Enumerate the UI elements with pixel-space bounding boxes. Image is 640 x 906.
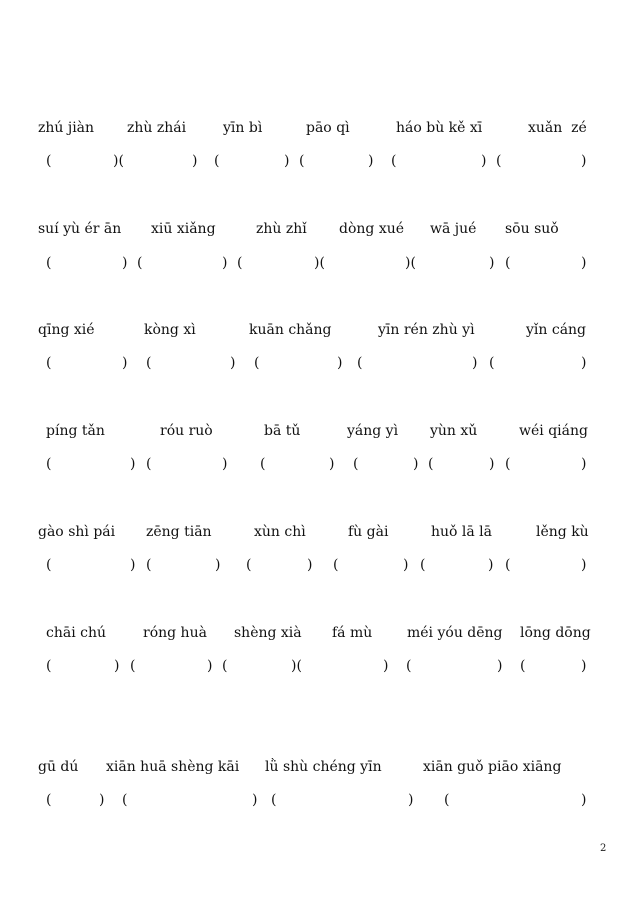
answer-bracket: )	[581, 658, 587, 674]
answer-bracket: )	[413, 456, 419, 472]
pinyin-word: pāo qì	[306, 120, 350, 136]
pinyin-word: bā tǔ	[264, 423, 301, 439]
answer-bracket: )	[368, 153, 374, 169]
answer-bracket: (	[333, 557, 339, 573]
page-number: 2	[600, 843, 607, 854]
answer-bracket: (	[520, 658, 526, 674]
answer-bracket: )	[122, 255, 128, 271]
pinyin-word: chāi chú	[46, 625, 107, 641]
pinyin-word: lěng kù	[536, 524, 589, 540]
answer-bracket: (	[353, 456, 359, 472]
pinyin-word: dòng xué	[339, 221, 405, 237]
answer-bracket: (	[237, 255, 243, 271]
answer-bracket: (	[271, 792, 277, 808]
pinyin-word: qīng xié	[38, 322, 95, 338]
answer-bracket: )	[337, 355, 343, 371]
pinyin-word: lōng dōng	[520, 625, 591, 641]
pinyin-word: zhù zhái	[127, 120, 187, 136]
answer-bracket: )	[122, 355, 128, 371]
pinyin-word: xiū xiǎng	[151, 221, 216, 237]
answer-bracket: (	[420, 557, 426, 573]
answer-bracket: )	[130, 456, 136, 472]
answer-bracket: )	[408, 792, 414, 808]
pinyin-word: xùn chì	[254, 524, 306, 540]
answer-bracket: )	[329, 456, 335, 472]
pinyin-word: yùn xǔ	[430, 423, 478, 439]
pinyin-word: kòng xì	[144, 322, 196, 338]
answer-bracket: )	[581, 153, 587, 169]
answer-bracket: (	[254, 355, 260, 371]
pinyin-word: wéi qiáng	[519, 423, 588, 439]
answer-bracket: (	[260, 456, 266, 472]
answer-bracket: )	[230, 355, 236, 371]
answer-bracket: )	[284, 153, 290, 169]
answer-bracket: (	[137, 255, 143, 271]
answer-bracket: (	[357, 355, 363, 371]
answer-bracket: (	[428, 456, 434, 472]
answer-bracket: )	[581, 557, 587, 573]
answer-bracket: )	[252, 792, 258, 808]
answer-bracket: (	[46, 658, 52, 674]
answer-bracket: )	[581, 255, 587, 271]
pinyin-word: róu ruò	[160, 423, 213, 439]
answer-bracket: )	[488, 557, 494, 573]
answer-bracket: (	[46, 255, 52, 271]
pinyin-word: gào shì pái	[38, 524, 116, 540]
answer-bracket: (	[146, 355, 152, 371]
answer-bracket: (	[146, 557, 152, 573]
answer-bracket: (	[122, 792, 128, 808]
answer-bracket: (	[130, 658, 136, 674]
answer-bracket: (	[505, 456, 511, 472]
pinyin-word: róng huà	[143, 625, 207, 641]
answer-bracket: (	[222, 658, 228, 674]
pinyin-word: zhù zhǐ	[256, 221, 307, 237]
answer-bracket: (	[46, 355, 52, 371]
pinyin-word: zēng tiān	[146, 524, 212, 540]
answer-bracket: (	[406, 658, 412, 674]
answer-bracket: (	[214, 153, 220, 169]
answer-bracket: (	[46, 153, 52, 169]
answer-bracket: )(	[113, 153, 124, 169]
pinyin-word: suí yù ér ān	[38, 221, 122, 237]
pinyin-word: fá mù	[332, 625, 373, 641]
answer-bracket: (	[444, 792, 450, 808]
answer-bracket: )	[472, 355, 478, 371]
answer-bracket: )	[481, 153, 487, 169]
answer-bracket: )	[222, 456, 228, 472]
answer-bracket: )	[222, 255, 228, 271]
pinyin-word: fù gài	[348, 524, 389, 540]
pinyin-word: yáng yì	[347, 423, 399, 439]
pinyin-word: huǒ lā lā	[431, 524, 493, 540]
answer-bracket: )	[581, 456, 587, 472]
answer-bracket: (	[505, 255, 511, 271]
pinyin-word: wā jué	[430, 221, 477, 237]
answer-bracket: )	[489, 255, 495, 271]
answer-bracket: (	[505, 557, 511, 573]
answer-bracket: )(	[314, 255, 325, 271]
answer-bracket: )	[497, 658, 503, 674]
answer-bracket: (	[299, 153, 305, 169]
pinyin-word: yǐn cáng	[526, 322, 587, 338]
pinyin-word: háo bù kě xī	[396, 120, 483, 136]
answer-bracket: (	[46, 456, 52, 472]
pinyin-word: yīn rén zhù yì	[378, 322, 475, 338]
answer-bracket: )	[215, 557, 221, 573]
answer-bracket: (	[489, 355, 495, 371]
pinyin-word: zhú jiàn	[38, 120, 95, 136]
pinyin-word: sōu suǒ	[505, 221, 559, 237]
pinyin-word: xuǎn zé	[528, 120, 587, 136]
answer-bracket: (	[146, 456, 152, 472]
answer-bracket: )	[581, 792, 587, 808]
pinyin-word: gū dú	[38, 759, 79, 775]
answer-bracket: )(	[405, 255, 416, 271]
answer-bracket: (	[46, 792, 52, 808]
answer-bracket: (	[46, 557, 52, 573]
pinyin-word: shèng xià	[234, 625, 302, 641]
pinyin-word: yīn bì	[223, 120, 263, 136]
answer-bracket: )	[489, 456, 495, 472]
answer-bracket: )	[130, 557, 136, 573]
answer-bracket: (	[496, 153, 502, 169]
answer-bracket: )	[383, 658, 389, 674]
answer-bracket: )	[99, 792, 105, 808]
answer-bracket: )	[581, 355, 587, 371]
answer-bracket: )	[307, 557, 313, 573]
pinyin-word: méi yóu dēng	[407, 625, 503, 641]
answer-bracket: (	[246, 557, 252, 573]
answer-bracket: )	[192, 153, 198, 169]
answer-bracket: )	[207, 658, 213, 674]
pinyin-word: kuān chǎng	[249, 322, 332, 338]
answer-bracket: (	[391, 153, 397, 169]
pinyin-word: lǜ shù chéng yīn	[265, 759, 382, 775]
pinyin-word: xiān huā shèng kāi	[106, 759, 240, 775]
pinyin-word: píng tǎn	[46, 423, 105, 439]
pinyin-word: xiān guǒ piāo xiāng	[423, 759, 562, 775]
answer-bracket: )(	[291, 658, 302, 674]
answer-bracket: )	[114, 658, 120, 674]
answer-bracket: )	[403, 557, 409, 573]
